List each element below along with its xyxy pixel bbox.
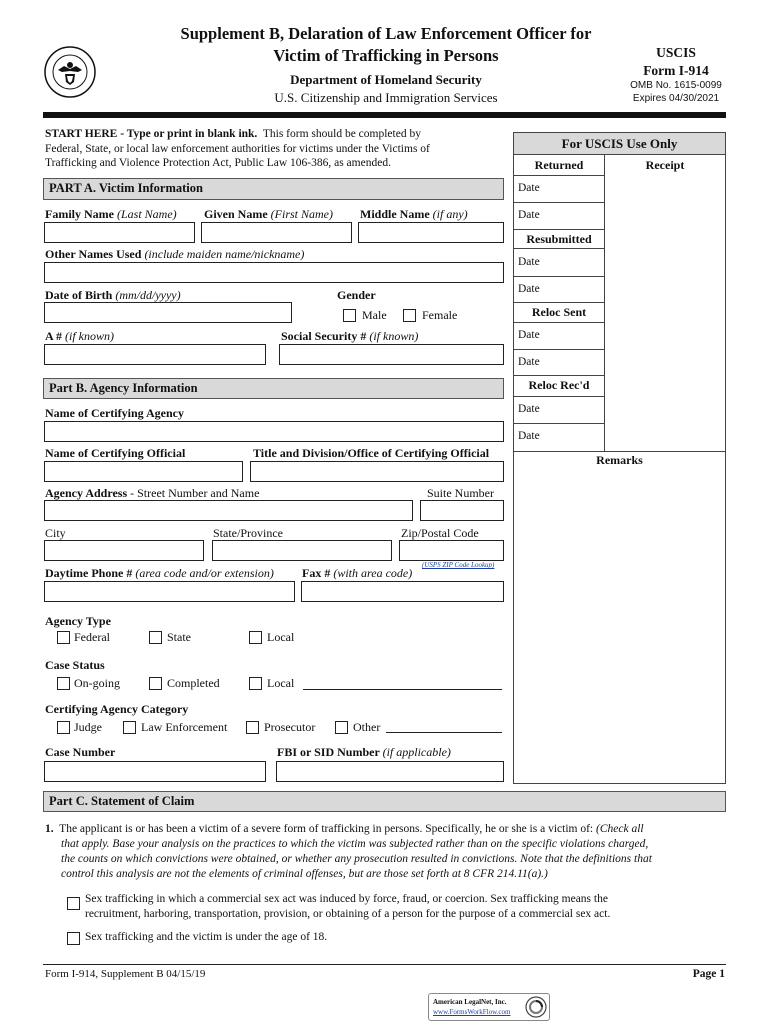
sex-trafficking-force-label bbox=[85, 892, 610, 922]
sex-trafficking-force-line2: recruitment, harboring, transportation, provision, or obtaining of a person for the purpose of a commercial sex act. bbox=[85, 908, 611, 920]
dhs-seal bbox=[44, 46, 96, 98]
a-number-label: A # (if known) bbox=[45, 329, 115, 343]
footer-form-id: Form I-914, Supplement B 04/15/19 bbox=[45, 968, 206, 980]
case-number-label: Case Number bbox=[45, 745, 116, 759]
case-number-input[interactable] bbox=[44, 761, 266, 782]
uscis-rule-8 bbox=[514, 375, 605, 376]
certifying-agency-input[interactable] bbox=[44, 421, 504, 442]
gender-female-checkbox[interactable] bbox=[403, 309, 416, 322]
city-input[interactable] bbox=[44, 540, 204, 561]
suite-label: Suite Number bbox=[427, 486, 494, 500]
agency-type-label: Agency Type bbox=[45, 614, 111, 628]
question-1-line1: The applicant is or has been a victim of a severe form of trafficking in persons. Specifically, he or she is a victim of: bbox=[59, 823, 594, 835]
form-title-line2: Victim of Trafficking in Persons bbox=[273, 46, 499, 65]
category-other-checkbox[interactable] bbox=[335, 721, 348, 734]
fbi-label: FBI or SID Number (if applicable) bbox=[277, 745, 451, 759]
resubmitted-date-2[interactable]: Date bbox=[518, 283, 540, 295]
reloc-recd-date-1[interactable]: Date bbox=[518, 403, 540, 415]
intro-line2: Federal, State, or local law enforcement authorities for victims under the Victims of bbox=[45, 142, 430, 155]
footer-rule bbox=[43, 964, 726, 965]
address-label: Agency Address - Street Number and Name bbox=[45, 486, 260, 500]
certifying-official-input[interactable] bbox=[44, 461, 243, 482]
reloc-recd-heading: Reloc Rec'd bbox=[528, 378, 590, 392]
agency-type-local-checkbox[interactable] bbox=[249, 631, 262, 644]
case-status-label: Case Status bbox=[45, 658, 105, 672]
category-other-label: Other bbox=[353, 720, 381, 734]
resubmitted-heading: Resubmitted bbox=[526, 232, 592, 246]
gender-female-label: Female bbox=[422, 308, 458, 322]
middle-name-label: Middle Name (if any) bbox=[360, 207, 468, 221]
remarks-area[interactable] bbox=[514, 470, 725, 783]
gender-male-label: Male bbox=[362, 308, 387, 322]
agency-name: U.S. Citizenship and Immigration Services bbox=[274, 90, 498, 105]
sex-trafficking-minor-label: Sex trafficking and the victim is under the age of 18. bbox=[85, 931, 328, 943]
gender-label: Gender bbox=[337, 288, 376, 302]
dhs-seal-icon bbox=[44, 46, 96, 98]
fax-input[interactable] bbox=[301, 581, 504, 602]
uscis-returned-rule bbox=[514, 175, 605, 176]
returned-date-1[interactable]: Date bbox=[518, 182, 540, 194]
uscis-rule-3 bbox=[514, 248, 605, 249]
returned-heading: Returned bbox=[534, 158, 584, 172]
other-names-label: Other Names Used (include maiden name/nickname) bbox=[45, 247, 305, 261]
a-number-input[interactable] bbox=[44, 344, 266, 365]
zip-label: Zip/Postal Code bbox=[401, 526, 479, 540]
footer-page-number: Page 1 bbox=[692, 968, 725, 980]
uscis-remarks-rule bbox=[514, 451, 725, 452]
uscis-rule-6 bbox=[514, 322, 605, 323]
uscis-rule-9 bbox=[514, 396, 605, 397]
part-c-header: Part C. Statement of Claim bbox=[43, 791, 726, 812]
agency-type-federal-checkbox[interactable] bbox=[57, 631, 70, 644]
category-other-line[interactable] bbox=[386, 732, 502, 733]
returned-date-2[interactable]: Date bbox=[518, 209, 540, 221]
phone-label: Daytime Phone # (area code and/or extension) bbox=[45, 566, 274, 580]
reloc-recd-date-2[interactable]: Date bbox=[518, 430, 540, 442]
uscis-rule-7 bbox=[514, 349, 605, 350]
family-name-input[interactable] bbox=[44, 222, 195, 243]
case-status-local-line[interactable] bbox=[303, 689, 502, 690]
category-judge-checkbox[interactable] bbox=[57, 721, 70, 734]
category-law-enforcement-label: Law Enforcement bbox=[141, 720, 228, 734]
publisher-badge bbox=[428, 993, 550, 1021]
uscis-vertical-divider bbox=[604, 154, 605, 452]
category-prosecutor-label: Prosecutor bbox=[264, 720, 316, 734]
title-division-label: Title and Division/Office of Certifying Official bbox=[253, 446, 490, 460]
dob-label: Date of Birth (mm/dd/yyyy) bbox=[45, 288, 181, 302]
agency-type-state-label: State bbox=[167, 630, 191, 644]
case-status-ongoing-label: On-going bbox=[74, 676, 120, 690]
suite-input[interactable] bbox=[420, 500, 504, 521]
fax-label: Fax # (with area code) bbox=[302, 566, 413, 580]
title-division-input[interactable] bbox=[250, 461, 504, 482]
middle-name-input[interactable] bbox=[358, 222, 504, 243]
gender-male-checkbox[interactable] bbox=[343, 309, 356, 322]
receipt-heading: Receipt bbox=[645, 158, 685, 172]
uscis-rule-2 bbox=[514, 229, 605, 230]
question-1 bbox=[45, 822, 725, 882]
part-b-header: Part B. Agency Information bbox=[43, 378, 504, 399]
publisher-url[interactable]: www.FormsWorkFlow.com bbox=[433, 1008, 511, 1016]
category-judge-label: Judge bbox=[74, 720, 102, 734]
fbi-input[interactable] bbox=[276, 761, 504, 782]
agency-type-federal-label: Federal bbox=[74, 630, 110, 644]
uscis-rule-1 bbox=[514, 202, 605, 203]
zip-input[interactable] bbox=[399, 540, 504, 561]
header-rule bbox=[43, 112, 726, 118]
publisher-name: American LegalNet, Inc. bbox=[433, 998, 507, 1006]
remarks-heading: Remarks bbox=[596, 453, 643, 467]
uscis-use-title: For USCIS Use Only bbox=[514, 133, 725, 155]
dob-input[interactable] bbox=[44, 302, 292, 323]
case-status-local-checkbox[interactable] bbox=[249, 677, 262, 690]
omb-number: OMB No. 1615-0099 bbox=[630, 80, 722, 91]
uscis-rule-4 bbox=[514, 276, 605, 277]
case-status-completed-label: Completed bbox=[167, 676, 220, 690]
question-1-line4: control this analysis are not the elements of criminal offenses, but are those set forth at 8 CFR 214.11(a).) bbox=[61, 868, 548, 880]
question-1-line3: the counts on which convictions were obtained, or whether any prosecution resulted in convictions. Note that the definitions that bbox=[61, 853, 652, 865]
state-input[interactable] bbox=[212, 540, 392, 561]
case-status-local-label: Local bbox=[267, 676, 295, 690]
other-names-input[interactable] bbox=[44, 262, 504, 283]
address-input[interactable] bbox=[44, 500, 413, 521]
reloc-sent-date-2[interactable]: Date bbox=[518, 356, 540, 368]
intro-line1: This form should be completed by bbox=[262, 128, 421, 140]
reloc-sent-heading: Reloc Sent bbox=[531, 305, 587, 319]
form-number: Form I-914 bbox=[643, 63, 709, 78]
publisher-logo-icon bbox=[525, 996, 547, 1018]
city-label: City bbox=[45, 526, 66, 540]
uscis-rule-10 bbox=[514, 423, 605, 424]
zip-lookup-link[interactable]: (USPS ZIP Code Lookup) bbox=[422, 561, 495, 569]
form-org: USCIS bbox=[656, 45, 696, 60]
sex-trafficking-minor-checkbox[interactable] bbox=[67, 932, 80, 945]
uscis-rule-5 bbox=[514, 302, 605, 303]
state-label: State/Province bbox=[213, 526, 283, 540]
agency-type-state-checkbox[interactable] bbox=[149, 631, 162, 644]
expiration-date: Expires 04/30/2021 bbox=[632, 93, 720, 104]
phone-input[interactable] bbox=[44, 581, 295, 602]
department-name: Department of Homeland Security bbox=[290, 72, 482, 87]
question-1-line2: that apply. Base your analysis on the practices to which the victim was subjected rather than on the specific violations charged, bbox=[61, 838, 649, 850]
given-name-input[interactable] bbox=[201, 222, 352, 243]
ssn-input[interactable] bbox=[279, 344, 504, 365]
intro-line3: Trafficking and Violence Protection Act, Public Law 106-386, as amended. bbox=[45, 157, 391, 169]
sex-trafficking-force-line1: Sex trafficking in which a commercial sex act was induced by force, fraud, or coercion. Sex trafficking means the bbox=[85, 893, 608, 905]
agency-type-local-label: Local bbox=[267, 630, 295, 644]
given-name-label: Given Name (First Name) bbox=[204, 207, 333, 221]
category-law-enforcement-checkbox[interactable] bbox=[123, 721, 136, 734]
case-status-ongoing-checkbox[interactable] bbox=[57, 677, 70, 690]
intro-start-here: START HERE - Type or print in blank ink. bbox=[45, 128, 258, 140]
part-a-header: PART A. Victim Information bbox=[43, 178, 504, 200]
question-1-number: 1. bbox=[45, 823, 54, 835]
case-status-completed-checkbox[interactable] bbox=[149, 677, 162, 690]
question-1-instruction: (Check all bbox=[596, 823, 644, 835]
family-name-label: Family Name (Last Name) bbox=[45, 207, 177, 221]
ssn-label: Social Security # (if known) bbox=[281, 329, 419, 343]
certifying-official-label: Name of Certifying Official bbox=[45, 446, 186, 460]
intro-text bbox=[45, 127, 505, 171]
agency-category-label: Certifying Agency Category bbox=[45, 702, 189, 716]
sex-trafficking-force-checkbox[interactable] bbox=[67, 897, 80, 910]
category-prosecutor-checkbox[interactable] bbox=[246, 721, 259, 734]
reloc-sent-date-1[interactable]: Date bbox=[518, 329, 540, 341]
form-title-line1: Supplement B, Delaration of Law Enforcement Officer for bbox=[180, 24, 592, 43]
resubmitted-date-1[interactable]: Date bbox=[518, 256, 540, 268]
certifying-agency-label: Name of Certifying Agency bbox=[45, 406, 184, 420]
